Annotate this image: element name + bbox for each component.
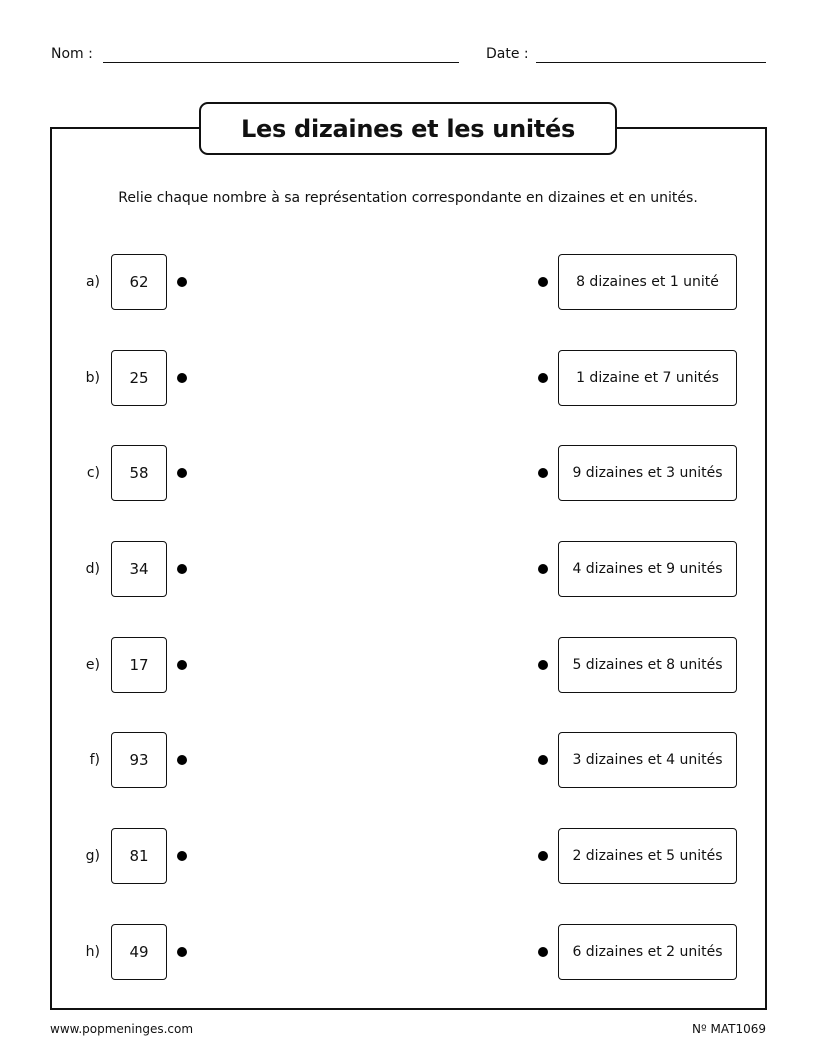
- right-connector-dot[interactable]: [538, 755, 548, 765]
- date-label: Date :: [486, 46, 529, 62]
- date-field[interactable]: [536, 62, 766, 63]
- right-connector-dot[interactable]: [538, 851, 548, 861]
- right-connector-dot[interactable]: [538, 564, 548, 574]
- number-box: 25: [111, 350, 167, 406]
- match-row: [0, 445, 816, 503]
- match-row: [0, 828, 816, 886]
- left-connector-dot[interactable]: [177, 564, 187, 574]
- number-box: 62: [111, 254, 167, 310]
- right-connector-dot[interactable]: [538, 660, 548, 670]
- row-letter: c): [86, 465, 100, 481]
- representation-box: 3 dizaines et 4 unités: [558, 732, 737, 788]
- left-connector-dot[interactable]: [177, 851, 187, 861]
- number-box: 93: [111, 732, 167, 788]
- match-row: [0, 254, 816, 312]
- match-row: [0, 637, 816, 695]
- right-connector-dot[interactable]: [538, 373, 548, 383]
- row-letter: e): [85, 657, 100, 673]
- left-connector-dot[interactable]: [177, 373, 187, 383]
- number-box: 17: [111, 637, 167, 693]
- name-field[interactable]: [103, 62, 459, 63]
- left-connector-dot[interactable]: [177, 755, 187, 765]
- left-connector-dot[interactable]: [177, 660, 187, 670]
- right-connector-dot[interactable]: [538, 947, 548, 957]
- row-letter: g): [85, 848, 100, 864]
- left-connector-dot[interactable]: [177, 277, 187, 287]
- representation-box: 2 dizaines et 5 unités: [558, 828, 737, 884]
- representation-box: 1 dizaine et 7 unités: [558, 350, 737, 406]
- row-letter: a): [85, 274, 100, 290]
- representation-box: 8 dizaines et 1 unité: [558, 254, 737, 310]
- representation-box: 9 dizaines et 3 unités: [558, 445, 737, 501]
- right-connector-dot[interactable]: [538, 468, 548, 478]
- name-label: Nom :: [51, 46, 93, 62]
- match-row: [0, 350, 816, 408]
- left-connector-dot[interactable]: [177, 947, 187, 957]
- match-row: [0, 924, 816, 982]
- worksheet-code: Nº MAT1069: [692, 1022, 766, 1036]
- match-row: [0, 541, 816, 599]
- left-connector-dot[interactable]: [177, 468, 187, 478]
- page-title: Les dizaines et les unités: [199, 102, 617, 155]
- row-letter: h): [85, 944, 100, 960]
- website-link[interactable]: www.popmeninges.com: [50, 1022, 194, 1036]
- number-box: 58: [111, 445, 167, 501]
- row-letter: f): [89, 752, 100, 768]
- representation-box: 6 dizaines et 2 unités: [558, 924, 737, 980]
- number-box: 49: [111, 924, 167, 980]
- instructions: Relie chaque nombre à sa représentation correspondante en dizaines et en unités.: [118, 190, 698, 206]
- number-box: 81: [111, 828, 167, 884]
- representation-box: 5 dizaines et 8 unités: [558, 637, 737, 693]
- row-letter: b): [85, 370, 100, 386]
- representation-box: 4 dizaines et 9 unités: [558, 541, 737, 597]
- row-letter: d): [85, 561, 100, 577]
- right-connector-dot[interactable]: [538, 277, 548, 287]
- match-row: [0, 732, 816, 790]
- number-box: 34: [111, 541, 167, 597]
